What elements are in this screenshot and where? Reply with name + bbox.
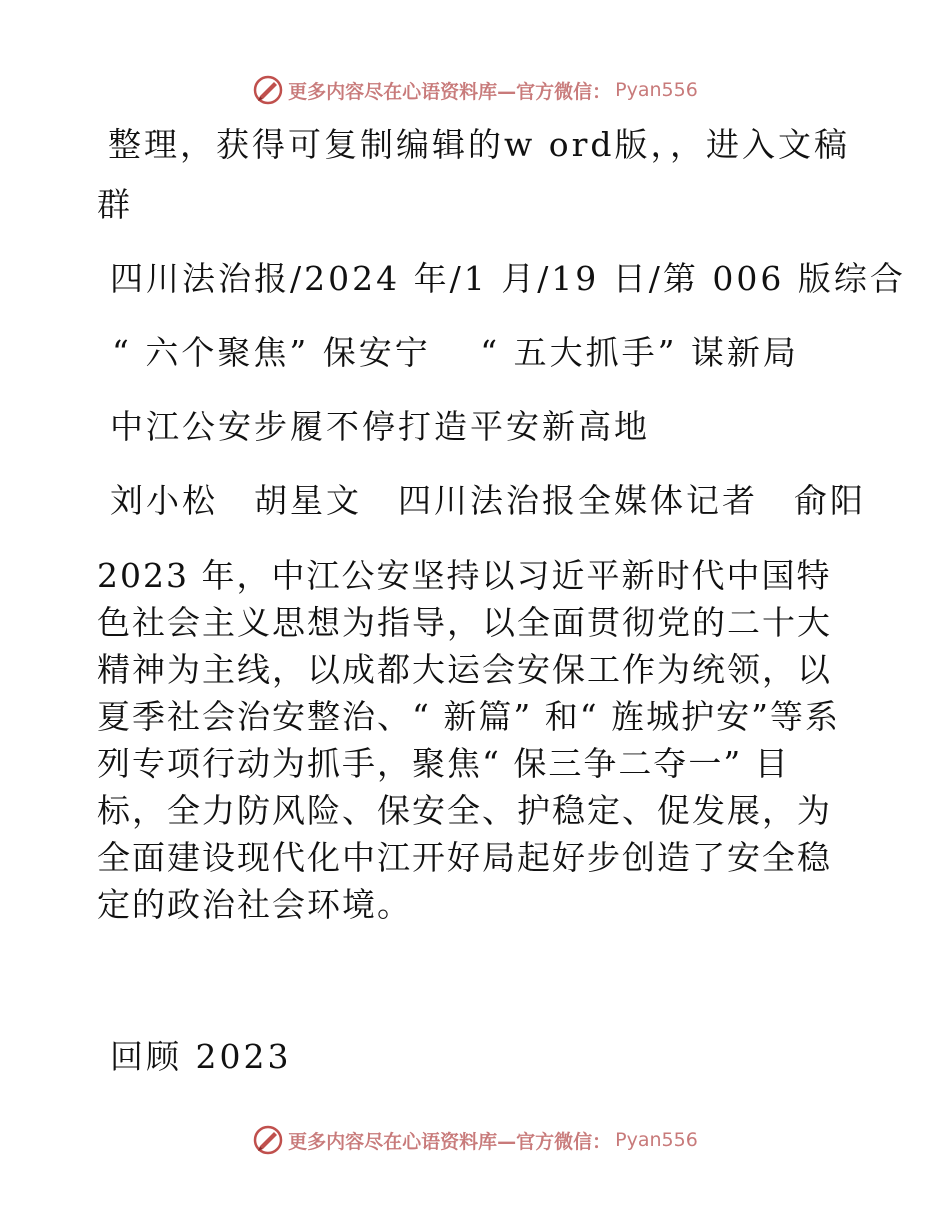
intro-line-2: 群 <box>97 185 133 224</box>
watermark-text: 更多内容尽在心语资料库—官方微信： <box>288 80 612 103</box>
pen-logo-icon <box>252 74 284 106</box>
pen-logo-icon <box>252 1124 284 1156</box>
headline-sub: 中江公安步履不停打造平安新高地 <box>110 407 650 446</box>
watermark-text: 更多内容尽在心语资料库—官方微信： <box>288 1130 612 1153</box>
headline-main: “ 六个聚焦” 保安宁 “ 五大抓手” 谋新局 <box>112 333 799 372</box>
watermark-footer <box>0 1122 950 1158</box>
section-heading: 回顾 2023 <box>110 1037 292 1076</box>
byline: 刘小松 胡星文 四川法治报全媒体记者 俞阳 <box>110 481 866 520</box>
watermark-wechat-id: Pyan556 <box>615 1129 698 1151</box>
body-paragraph <box>97 552 857 928</box>
watermark-wechat-id: Pyan556 <box>615 79 698 101</box>
intro-line-1: 整理，获得可复制编辑的w ord版，，进入文稿 <box>108 125 851 164</box>
watermark-header <box>0 72 950 108</box>
source-line: 四川法治报/2024 年/1 月/19 日/第 006 版综合 <box>110 259 906 298</box>
body-paragraph-text: 2023 年，中江公安坚持以习近平新时代中国特色社会主义思想为指导，以全面贯彻党的二十大精神为主线，以成都大运会安保工作为统领，以夏季社会治安整治、“ 新篇” 和“ 旌城护安”等系列专项行动为抓手，聚焦“ 保三争二夺一” 目标，全力防风险、保安全、护稳定、促发展，为全面建设现代化中江开好局起好步创造了安全稳定的政治社会环境。 <box>97 556 840 924</box>
